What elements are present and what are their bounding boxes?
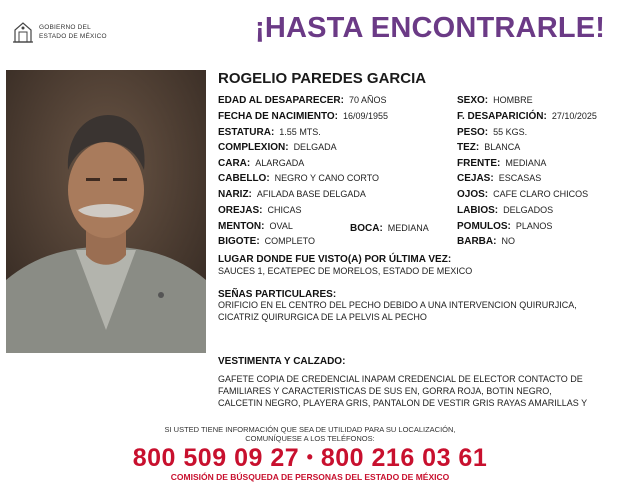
- field-value: DELGADA: [293, 142, 337, 152]
- contact-info: [0, 425, 620, 443]
- clothing-title: VESTIMENTA Y CALZADO:: [218, 356, 346, 367]
- person-name: ROGELIO PAREDES GARCIA: [218, 70, 427, 87]
- last-seen-title: LUGAR DONDE FUE VISTO(A) POR ÚLTIMA VEZ:: [218, 254, 452, 265]
- field-label: SEXO:: [457, 95, 489, 106]
- last-seen-text: SAUCES 1, ECATEPEC DE MORELOS, ESTADO DE MEXICO: [218, 266, 473, 276]
- field-label: LABIOS:: [457, 205, 499, 216]
- clothing-line: GAFETE COPIA DE CREDENCIAL INAPAM CREDENCIAL DE ELECTOR CONTACTO DE: [218, 374, 583, 384]
- field-label: BARBA:: [457, 236, 497, 247]
- field-weight: [457, 127, 527, 138]
- field-disappearance-date: [457, 111, 597, 122]
- field-value: AFILADA BASE DELGADA: [256, 189, 366, 199]
- field-value: NEGRO Y CANO CORTO: [274, 173, 380, 183]
- field-value: CHICAS: [267, 205, 302, 215]
- clothing-line: FAMILIARES Y CARACTERISTICAS DE SUS EN, GORRA ROJA, BOTIN NEGRO,: [218, 386, 552, 396]
- field-lips: [457, 205, 553, 216]
- field-value: CAFE CLARO CHICOS: [493, 189, 589, 199]
- field-label: ESTATURA:: [218, 127, 275, 138]
- field-complexion: [457, 142, 520, 153]
- coat-of-arms-icon: [12, 20, 34, 44]
- field-mustache: [218, 236, 315, 247]
- missing-person-photo: [6, 70, 206, 353]
- field-value: 1.55 MTS.: [279, 127, 321, 137]
- phone-number-2[interactable]: 800 216 03 61: [320, 444, 488, 472]
- field-build: [218, 142, 337, 153]
- field-label: PESO:: [457, 127, 489, 138]
- field-beard: [457, 236, 515, 247]
- field-value: 70 AÑOS: [348, 95, 387, 105]
- field-label: NARIZ:: [218, 189, 252, 200]
- field-height: [218, 127, 321, 138]
- contact-info-line1: SI USTED TIENE INFORMACIÓN QUE SEA DE UTILIDAD PARA SU LOCALIZACIÓN,: [164, 425, 456, 434]
- field-value: 16/09/1955: [343, 111, 389, 121]
- field-value: MEDIANA: [387, 223, 429, 233]
- field-mouth: [350, 223, 429, 234]
- field-forehead: [457, 158, 546, 169]
- phone-numbers: [0, 444, 620, 473]
- field-value: DELGADOS: [503, 205, 554, 215]
- field-label: TEZ:: [457, 142, 480, 153]
- field-value: MEDIANA: [505, 158, 547, 168]
- field-value: HOMBRE: [493, 95, 533, 105]
- field-face: [218, 158, 304, 169]
- logo-text-line1: GOBIERNO DEL: [39, 24, 91, 31]
- field-eyebrows: [457, 173, 541, 184]
- field-label: CEJAS:: [457, 173, 494, 184]
- field-hair: [218, 173, 379, 184]
- field-value: 27/10/2025: [551, 111, 597, 121]
- field-value: NO: [501, 236, 515, 246]
- field-label: COMPLEXION:: [218, 142, 289, 153]
- field-value: BLANCA: [484, 142, 521, 152]
- headline: ¡HASTA ENCONTRARLE!: [255, 12, 606, 44]
- field-value: PLANOS: [515, 221, 553, 231]
- field-ears: [218, 205, 301, 216]
- field-label: CABELLO:: [218, 173, 270, 184]
- field-sex: [457, 95, 533, 106]
- contact-info-line2: COMUNÍQUESE A LOS TELÉFONOS:: [245, 434, 375, 443]
- commission-name: COMISIÓN DE BÚSQUEDA DE PERSONAS DEL ESTADO DE MÉXICO: [170, 472, 450, 482]
- clothing-line: CALCETIN NEGRO, PLAYERA GRIS, PANTALON DE VESTIR GRIS RAYAS AMARILLAS Y: [218, 398, 588, 408]
- logo-text-line2: ESTADO DE MÉXICO: [39, 33, 107, 40]
- field-label: BIGOTE:: [218, 236, 260, 247]
- particular-signs-line: ORIFICIO EN EL CENTRO DEL PECHO DEBIDO A UNA INTERVENCION QUIRURJICA,: [218, 300, 577, 310]
- field-label: BOCA:: [350, 223, 383, 234]
- field-value: COMPLETO: [264, 236, 316, 246]
- phone-separator: •: [306, 447, 314, 467]
- field-value: OVAL: [269, 221, 293, 231]
- portrait-illustration: [6, 70, 206, 353]
- field-label: MENTON:: [218, 221, 265, 232]
- field-label: FRENTE:: [457, 158, 501, 169]
- particular-signs-line: CICATRIZ QUIRURGICA DE LA PELVIS AL PECHO: [218, 312, 427, 322]
- field-label: CARA:: [218, 158, 251, 169]
- field-age: [218, 95, 386, 106]
- field-nose: [218, 189, 366, 200]
- field-cheekbones: [457, 221, 552, 232]
- particular-signs-title: SEÑAS PARTICULARES:: [218, 289, 337, 300]
- field-value: ALARGADA: [255, 158, 305, 168]
- field-value: ESCASAS: [498, 173, 542, 183]
- field-label: OREJAS:: [218, 205, 263, 216]
- field-eyes: [457, 189, 588, 200]
- field-chin: [218, 221, 293, 232]
- phone-number-1[interactable]: 800 509 09 27: [132, 444, 300, 472]
- field-label: FECHA DE NACIMIENTO:: [218, 111, 338, 122]
- field-value: 55 KGS.: [493, 127, 528, 137]
- field-birthdate: [218, 111, 388, 122]
- field-label: EDAD AL DESAPARECER:: [218, 95, 344, 106]
- field-label: POMULOS:: [457, 221, 511, 232]
- field-label: F. DESAPARICIÓN:: [457, 111, 547, 122]
- state-government-logo: [12, 20, 132, 46]
- field-label: OJOS:: [457, 189, 489, 200]
